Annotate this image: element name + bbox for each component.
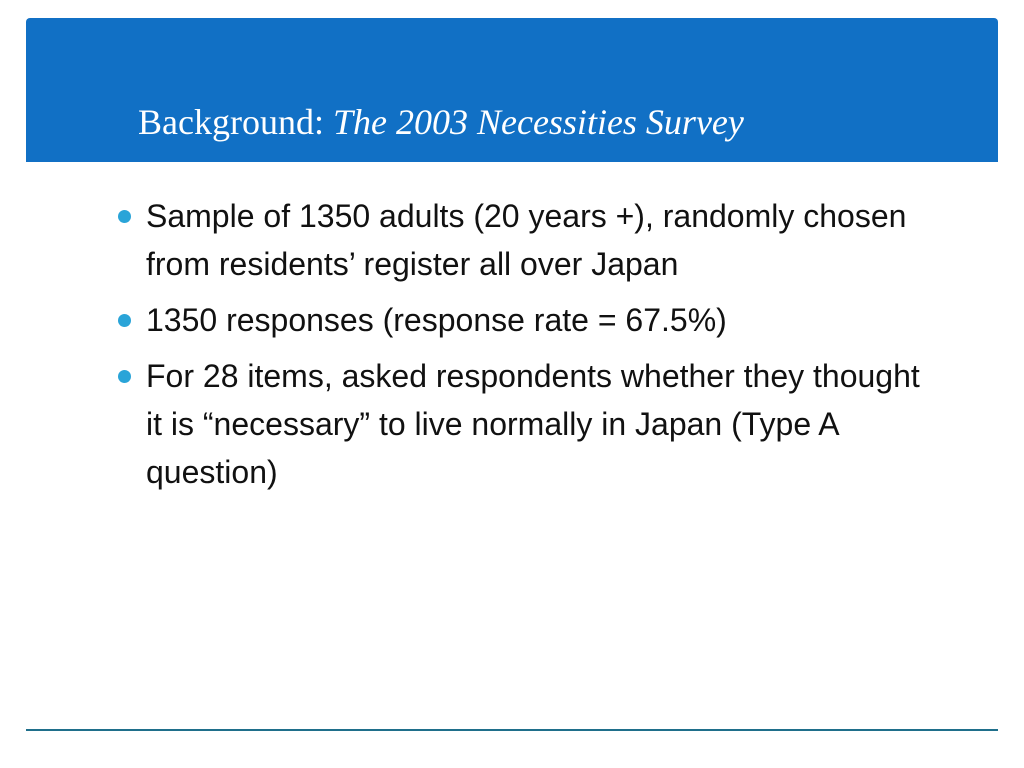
bullet-list bbox=[112, 192, 932, 504]
title-bar bbox=[26, 18, 998, 162]
bullet-text: For 28 items, asked respondents whether they thought it is “necessary” to live normally in Japan (Type A question) bbox=[146, 358, 920, 490]
slide-title bbox=[138, 102, 744, 142]
title-subtitle: The 2003 Necessities Survey bbox=[332, 102, 744, 142]
bullet-text: 1350 responses (response rate = 67.5%) bbox=[146, 302, 727, 338]
bullet-item bbox=[112, 296, 932, 344]
bullet-item bbox=[112, 192, 932, 288]
bullet-item bbox=[112, 352, 932, 496]
title-prefix: Background: bbox=[138, 102, 333, 142]
bullet-dot-icon bbox=[118, 370, 131, 383]
bullet-text: Sample of 1350 adults (20 years +), randomly chosen from residents’ register all over Japan bbox=[146, 198, 907, 282]
bullet-dot-icon bbox=[118, 314, 131, 327]
bullet-dot-icon bbox=[118, 210, 131, 223]
footer-divider bbox=[26, 729, 998, 731]
